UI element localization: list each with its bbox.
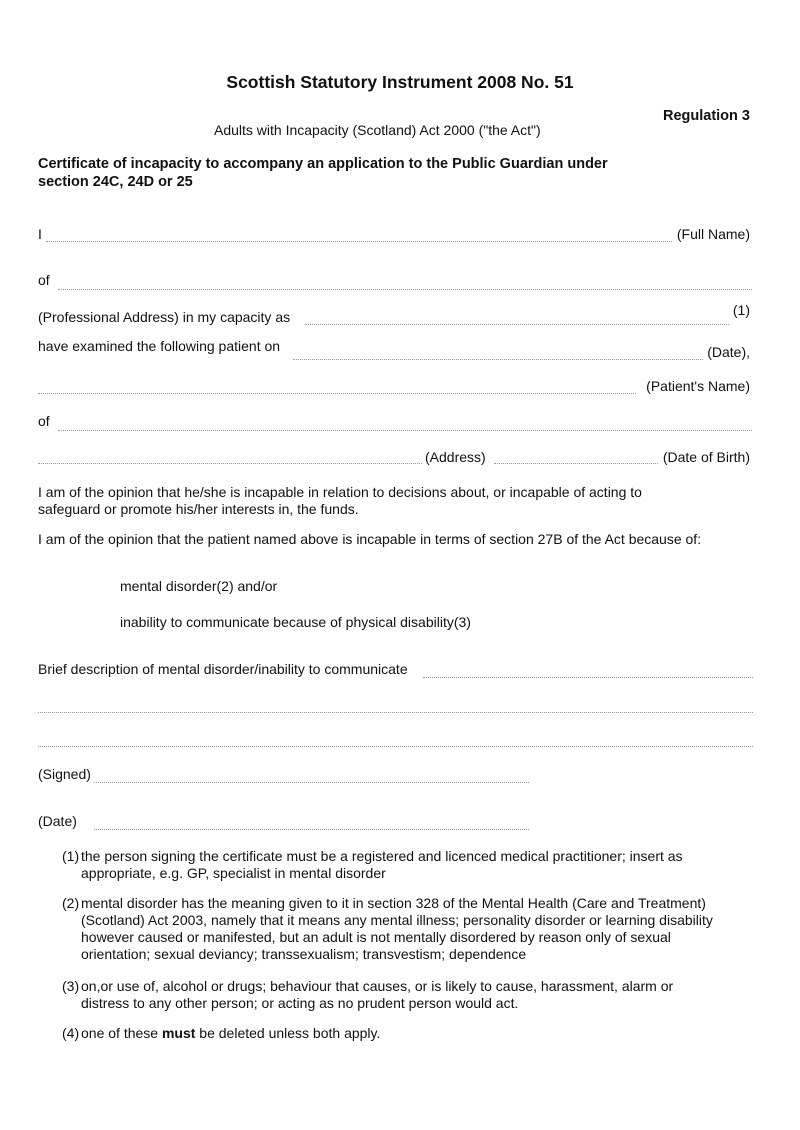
professional-address-label: (Professional Address) in my capacity as: [38, 309, 291, 325]
date-of-birth-field[interactable]: [494, 463, 658, 464]
description-field-line3[interactable]: [38, 746, 753, 747]
full-name-field[interactable]: [46, 241, 672, 242]
act-title: Adults with Incapacity (Scotland) Act 2000 ("the Act"): [214, 122, 541, 138]
patient-name-field[interactable]: [38, 393, 636, 394]
note-4-text-after: be deleted unless both apply.: [195, 1025, 381, 1041]
note-4-emphasis: must: [161, 1025, 196, 1041]
signature-date-field[interactable]: [94, 829, 529, 830]
note1-reference: (1): [732, 302, 750, 318]
opinion-paragraph-1: I am of the opinion that he/she is incapable in relation to decisions about, or incapable of acting to safeguard or promote his/her interests in, the funds.: [38, 484, 642, 517]
date-of-birth-label: (Date of Birth): [662, 449, 750, 465]
note-4-text: [62, 1025, 722, 1042]
description-field-line1[interactable]: [423, 677, 753, 678]
option-inability-to-communicate[interactable]: inability to communicate because of physical disability(3): [120, 614, 471, 630]
note-3-text: on,or use of, alcohol or drugs; behaviour that causes, or is likely to cause, harassment, alarm or distress to any other person; or acting as no prudent person would act.: [81, 978, 674, 1011]
patient-address-field[interactable]: [58, 430, 752, 431]
note-4-number: (4): [62, 1025, 80, 1041]
description-label: Brief description of mental disorder/inability to communicate: [38, 661, 408, 677]
full-name-label: (Full Name): [676, 226, 750, 242]
note-4-text-before: one of these: [81, 1025, 162, 1041]
note-1-text: the person signing the certificate must be a registered and licenced medical practitioner; insert as appropriate, e.g. GP, specialist in mental disorder: [81, 848, 683, 881]
note-2: [62, 895, 722, 963]
signed-label: (Signed): [38, 766, 91, 782]
note-3: [62, 978, 722, 1012]
certificate-heading: [38, 155, 608, 191]
address-continuation-field[interactable]: [38, 463, 422, 464]
certificate-heading-line1: Certificate of incapacity to accompany an application to the Public Guardian under: [38, 156, 608, 172]
signature-date-label: (Date): [38, 813, 77, 829]
exam-date-label: (Date),: [707, 344, 750, 360]
regulation-label: Regulation 3: [662, 108, 750, 124]
address-label: (Address): [425, 449, 486, 465]
note-3-number: (3): [62, 978, 80, 994]
note-4: [62, 1025, 722, 1042]
capacity-field[interactable]: [305, 324, 729, 325]
note-2-number: (2): [62, 895, 80, 911]
examined-label: have examined the following patient on: [38, 338, 281, 354]
of-label-2: of: [38, 413, 50, 429]
note-1: [62, 848, 722, 882]
signature-field[interactable]: [94, 782, 529, 783]
i-label: I: [38, 226, 42, 242]
document-title: Scottish Statutory Instrument 2008 No. 51: [226, 72, 574, 92]
professional-address-field[interactable]: [58, 289, 752, 290]
certificate-heading-line2: section 24C, 24D or 25: [38, 174, 193, 190]
note-2-text: mental disorder has the meaning given to it in section 328 of the Mental Health (Care and Treatment) (Scotland) Act 2003, namely that it means any mental illness; personality disorder or learning disability however caused or manifested, but an adult is not mentally disordered by reason only of sexual orientation; sexual deviancy; transsexualism; transvestism; dependence: [81, 895, 713, 962]
patient-name-label: (Patient's Name): [646, 378, 750, 394]
description-field-line2[interactable]: [38, 712, 753, 713]
option-mental-disorder[interactable]: mental disorder(2) and/or: [120, 578, 278, 594]
exam-date-field[interactable]: [293, 359, 703, 360]
of-label: of: [38, 272, 50, 288]
opinion-paragraph-2: I am of the opinion that the patient named above is incapable in terms of section 27B of the Act because of:: [38, 531, 702, 547]
note-1-number: (1): [62, 848, 80, 864]
